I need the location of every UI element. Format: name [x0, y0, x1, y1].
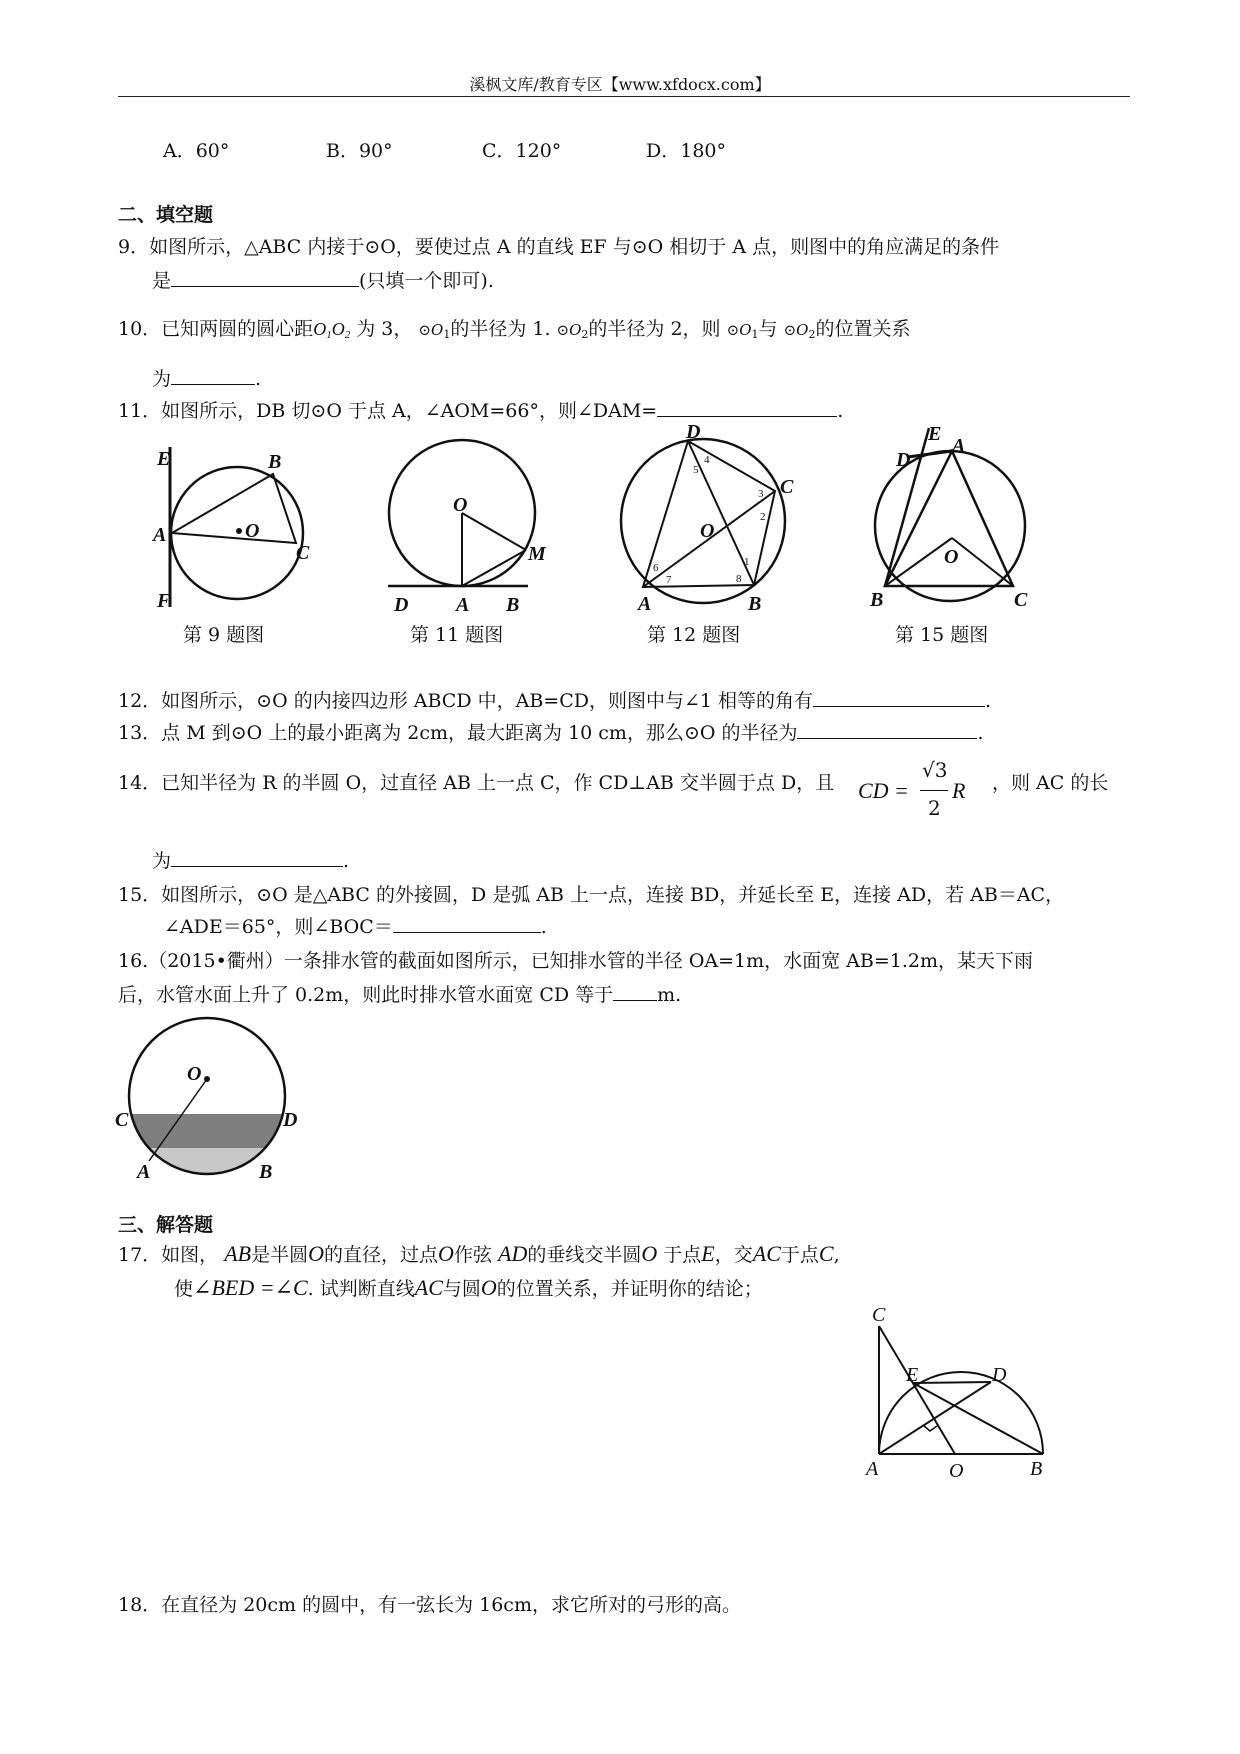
f9-label-c: C — [296, 542, 310, 564]
q16-line2 — [118, 980, 681, 1007]
q16-line2-pre: 后，水管水面上升了 0.2m，则此时排水管水面宽 CD 等于 — [118, 984, 614, 1006]
figure-16 — [115, 1012, 305, 1182]
f17-label-b: B — [1030, 1458, 1043, 1480]
q17-ab: AB — [224, 1241, 252, 1266]
figure-12 — [608, 421, 798, 615]
option-a: A．60° — [163, 140, 230, 162]
q17-l2b: . 试判断直线 — [307, 1278, 415, 1300]
f17-label-c: C — [872, 1304, 886, 1326]
q17-t1: 17．如图， — [118, 1244, 219, 1266]
q15-answer-blank[interactable] — [393, 914, 541, 933]
q9-answer-blank[interactable] — [171, 268, 359, 287]
f17-label-a: A — [866, 1458, 879, 1480]
f12-angle-1: 1 — [744, 556, 750, 568]
f17-label-o: O — [949, 1460, 964, 1482]
q17-line1 — [118, 1240, 840, 1267]
q17-l2a: 使 — [174, 1278, 194, 1300]
q14-answer-blank[interactable] — [171, 848, 343, 867]
q10-line2-pre: 为 — [152, 368, 172, 390]
q17-o3: O — [641, 1241, 658, 1266]
q11-text: 11．如图所示，DB 切⊙O 于点 A，∠AOM=66°，则∠DAM= — [118, 400, 658, 422]
q17-t4: 作弦 — [453, 1244, 492, 1266]
f12-angle-5: 5 — [693, 464, 699, 476]
f12-label-d: D — [686, 421, 701, 443]
option-b: B．90° — [326, 140, 393, 162]
q10-symbol-circle-o1: $⊙O_1$ — [418, 321, 451, 341]
f12-label-b: B — [748, 593, 762, 615]
caption-fig-9: 第 9 题图 — [183, 624, 265, 646]
q9-line2-post: (只填一个即可). — [359, 270, 494, 292]
q10-symbol-circle-o2: $⊙O_2$ — [556, 321, 589, 341]
q14-line1-after: ，则 AC 的长 — [992, 772, 1109, 794]
q10-line2-post: . — [255, 368, 262, 390]
q10-symbol-circle-o1-b: $⊙O_1$ — [726, 321, 759, 341]
option-c: C．120° — [482, 140, 562, 162]
f15-label-d: D — [896, 449, 911, 471]
f16-label-c: C — [115, 1109, 129, 1131]
option-d: D．180° — [646, 140, 726, 162]
q15-line2 — [164, 912, 547, 939]
q10-text-e: 与 — [758, 318, 778, 340]
f11-label-d: D — [394, 594, 409, 616]
q10-text-a: 10．已知两圆的圆心距 — [118, 318, 314, 340]
q14-formula-denominator: 2 — [928, 796, 941, 820]
q17-t2: 是半圆 — [251, 1244, 309, 1266]
q10-symbol-o1o2: $O_1O_2$ — [313, 319, 351, 341]
q14-line2-pre: 为 — [152, 850, 172, 872]
f16-label-a: A — [137, 1161, 151, 1183]
q10-text-f: 的位置关系 — [815, 318, 911, 340]
figure-11 — [380, 425, 546, 616]
q14-formula-numerator: √3 — [922, 758, 948, 782]
q15-line1: 15．如图所示，⊙O 是△ABC 的外接圆，D 是弧 AB 上一点，连接 BD，并延长至 E，连接 AD，若 AB＝AC， — [118, 884, 1065, 906]
q10-text-d: 的半径为 2，则 — [588, 318, 721, 340]
f15-label-b: B — [870, 589, 884, 611]
q12-line — [118, 686, 991, 713]
f11-label-a: A — [456, 594, 470, 616]
q9-line2-pre: 是 — [152, 270, 172, 292]
q9-line2 — [152, 266, 494, 293]
f17-label-e: E — [906, 1364, 919, 1386]
f9-label-e: E — [157, 448, 171, 470]
q17-o4: O — [480, 1275, 497, 1300]
q17-t3: 的直径，过点 — [324, 1244, 439, 1266]
q18-line: 18．在直径为 20cm 的圆中，有一弦长为 16cm，求它所对的弓形的高。 — [118, 1594, 741, 1616]
q16-line1: 16.（2015•衢州）一条排水管的截面如图所示，已知排水管的半径 OA=1m，水面宽 AB=1.2m，某天下雨 — [118, 950, 1034, 972]
f9-label-f: F — [157, 590, 171, 612]
f11-label-b: B — [506, 594, 520, 616]
q13-text: 13．点 M 到⊙O 上的最小距离为 2cm，最大距离为 10 cm，那么⊙O 的半径为 — [118, 722, 798, 744]
q12-text: 12．如图所示，⊙O 的内接四边形 ABCD 中，AB=CD，则图中与∠1 相等的角有 — [118, 690, 814, 712]
f12-angle-7: 7 — [666, 574, 672, 586]
f16-label-o: O — [187, 1063, 202, 1085]
figure-17 — [860, 1305, 1060, 1485]
q10-answer-blank[interactable] — [171, 366, 255, 385]
q17-o2: O — [438, 1241, 454, 1266]
q16-answer-blank[interactable] — [613, 982, 657, 1001]
f12-angle-2: 2 — [760, 511, 766, 523]
q17-l2d: 的位置关系，并证明你的结论； — [496, 1278, 763, 1300]
q17-line2 — [174, 1274, 763, 1301]
f15-label-a: A — [952, 435, 966, 457]
q15-line2-pre: ∠ADE＝65°，则∠BOC＝ — [164, 916, 393, 938]
f12-angle-6: 6 — [653, 562, 659, 574]
figure-9 — [150, 425, 310, 615]
q17-ac: AC — [752, 1241, 781, 1266]
f12-angle-8: 8 — [736, 573, 742, 585]
q16-line2-post: m. — [657, 984, 682, 1006]
q10-line1 — [118, 314, 910, 341]
q17-e: E — [701, 1241, 715, 1266]
q17-t9: , — [833, 1244, 840, 1266]
f12-angle-3: 3 — [758, 488, 764, 500]
page-header: 溪枫文库/教育专区【www.xfdocx.com】 — [469, 75, 771, 94]
q13-answer-blank[interactable] — [797, 720, 977, 739]
q14-formula — [858, 758, 988, 828]
q12-answer-blank[interactable] — [813, 688, 985, 707]
q17-ad: AD — [498, 1241, 528, 1266]
q10-line2 — [152, 364, 261, 391]
q11-line — [118, 396, 843, 423]
q14-line2-post: . — [343, 850, 350, 872]
q9-line1: 9．如图所示，△ABC 内接于⊙O，要使过点 A 的直线 EF 与⊙O 相切于 A 点，则图中的角应满足的条件 — [118, 236, 1000, 258]
q17-o1: O — [308, 1241, 325, 1266]
caption-fig-11: 第 11 题图 — [410, 624, 504, 646]
f12-angle-4: 4 — [704, 454, 710, 466]
f9-label-b: B — [268, 451, 282, 473]
caption-fig-15: 第 15 题图 — [895, 624, 989, 646]
q17-t5: 的垂线交半圆 — [527, 1244, 642, 1266]
f11-label-o: O — [453, 494, 468, 516]
f16-label-d: D — [283, 1109, 298, 1131]
q17-t7: ，交 — [714, 1244, 753, 1266]
q14-line2 — [152, 846, 349, 873]
q10-text-b: 为 3， — [356, 318, 413, 340]
figure-15 — [860, 420, 1040, 615]
f16-label-b: B — [259, 1161, 273, 1183]
q17-t8: 于点 — [780, 1244, 819, 1266]
f11-label-m: M — [528, 543, 546, 565]
q13-end: . — [977, 722, 984, 744]
q12-end: . — [985, 690, 992, 712]
f15-label-o: O — [944, 546, 959, 568]
q14-formula-lhs: CD = — [858, 778, 909, 803]
q14-fraction-bar — [920, 790, 948, 791]
q10-symbol-circle-o2-b: $⊙O_2$ — [783, 321, 816, 341]
q11-answer-blank[interactable] — [657, 398, 837, 417]
q17-c: C — [818, 1241, 834, 1266]
header-rule — [118, 96, 1130, 97]
q15-line2-post: . — [540, 916, 547, 938]
q14-line1: 14．已知半径为 R 的半圆 O，过直径 AB 上一点 C，作 CD⊥AB 交半圆于点 D，且 — [118, 772, 835, 794]
q17-l2c: 与圆 — [442, 1278, 481, 1300]
f12-label-c: C — [780, 476, 794, 498]
f15-label-e: E — [928, 423, 942, 445]
f15-label-c: C — [1014, 589, 1028, 611]
q17-eq: ∠BED =∠C — [193, 1275, 308, 1300]
q17-ac2: AC — [414, 1275, 443, 1300]
f12-label-o: O — [700, 520, 715, 542]
q11-end: . — [837, 400, 844, 422]
q17-t6: 于点 — [657, 1244, 702, 1266]
f12-label-a: A — [638, 593, 652, 615]
q10-text-c: 的半径为 1. — [450, 318, 551, 340]
section-solve-heading: 三、解答题 — [118, 1214, 214, 1236]
f9-label-a: A — [153, 524, 167, 546]
q13-line — [118, 718, 984, 745]
f9-label-o: O — [245, 520, 260, 542]
section-fill-blank-heading: 二、填空题 — [118, 204, 214, 226]
q14-formula-r: R — [952, 778, 966, 803]
caption-fig-12: 第 12 题图 — [647, 624, 741, 646]
f17-label-d: D — [992, 1364, 1007, 1386]
